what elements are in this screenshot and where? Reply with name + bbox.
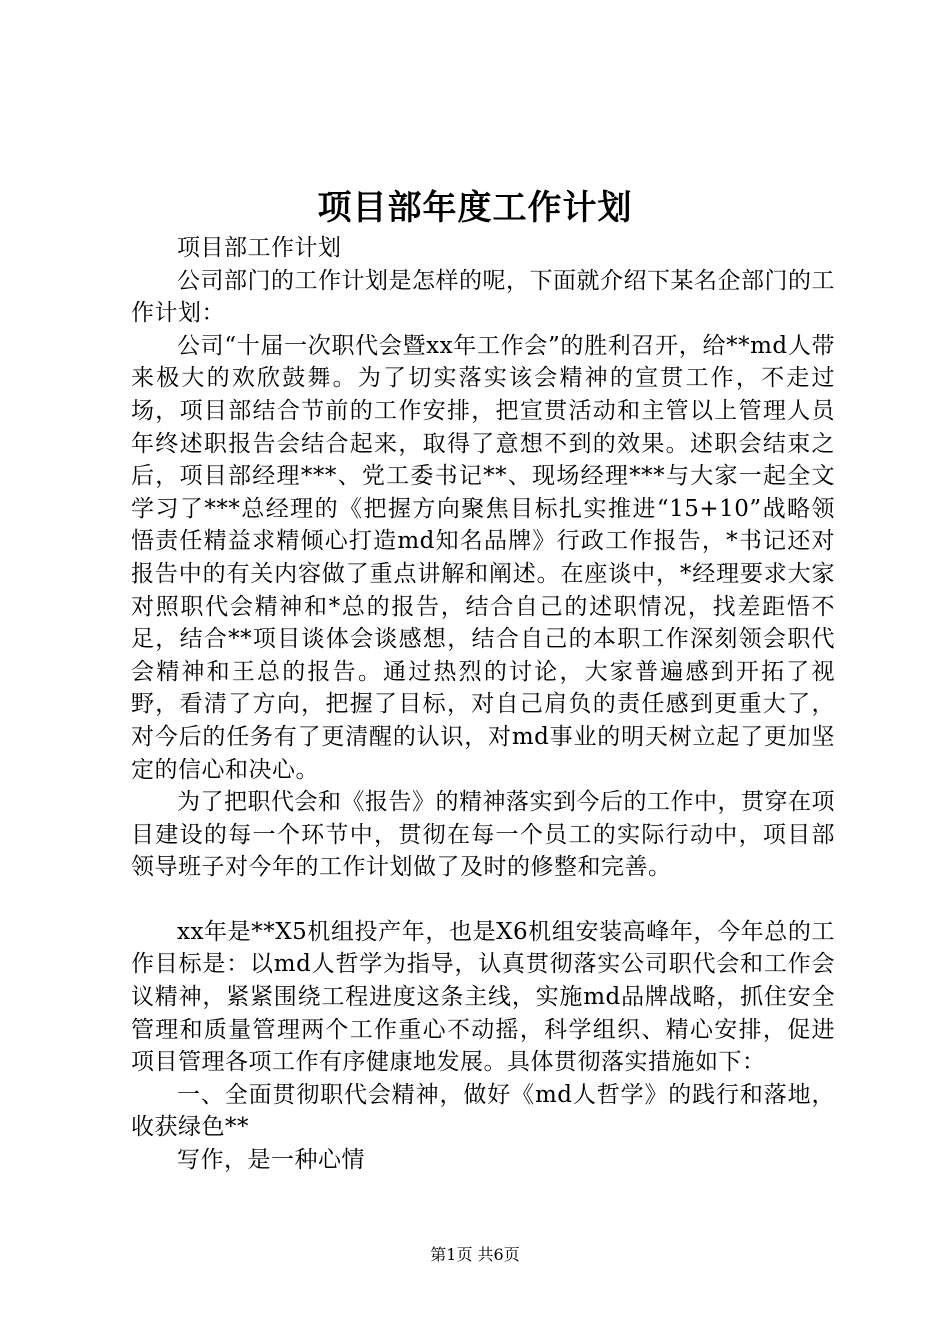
page-footer: 第1页 共6页 — [430, 1245, 520, 1264]
paragraph-intro: 公司部门的工作计划是怎样的呢，下面就介绍下某名企部门的工作计划： — [131, 267, 835, 327]
paragraph-section-one: 一、全面贯彻职代会精神，做好《md人哲学》的践行和落地，收获绿色** — [131, 1081, 835, 1141]
paragraph-closing: 写作，是一种心情 — [177, 1147, 365, 1174]
document-title: 项目部年度工作计划 — [317, 188, 633, 228]
document-body — [131, 232, 835, 1177]
paragraph-heading: 项目部工作计划 — [177, 235, 342, 261]
paragraph-spacer — [131, 884, 835, 916]
paragraph-meeting-summary: 公司“十届一次职代会暨xx年工作会”的胜利召开，给**md人带来极大的欢欣鼓舞。为了切实落实该会精神的宣贯工作，不走过场，项目部结合节前的工作安排，把宣贯活动和主管以上管理人员年终述职报告会结合起来，取得了意想不到的效果。述职会结束之后，项目部经理***、党工委书记**、现场经理***与大家一起全文学习了***总经理的《把握方向聚焦目标扎实推进“15+10”战略领悟责任精益求精倾心打造md知名品牌》行政工作报告，*书记还对报告中的有关内容做了重点讲解和阐述。在座谈中，*经理要求大家对照职代会精神和*总的报告，结合自己的述职情况，找差距悟不足，结合**项目谈体会谈感想，结合自己的本职工作深刻领会职代会精神和王总的报告。通过热烈的讨论，大家普遍感到开拓了视野，看清了方向，把握了目标，对自己肩负的责任感到更重大了，对今后的任务有了更清醒的认识，对md事业的明天树立起了更加坚定的信心和决心。 — [131, 332, 835, 783]
paragraph-annual-goal: xx年是**X5机组投产年，也是X6机组安装高峰年，今年总的工作目标是：以md人哲学为指导，认真贯彻落实公司职代会和工作会议精神，紧紧围绕工程进度这条主线，实施md品牌战略，抓住安全管理和质量管理两个工作重心不动摇，科学组织、精心安排，促进项目管理各项工作有序健康地发展。具体贯彻落实措施如下： — [131, 918, 835, 1076]
paragraph-plan-revision: 为了把职代会和《报告》的精神落实到今后的工作中，贯穿在项目建设的每一个环节中，贯彻在每一个员工的实际行动中，项目部领导班子对今年的工作计划做了及时的修整和完善。 — [131, 789, 835, 881]
